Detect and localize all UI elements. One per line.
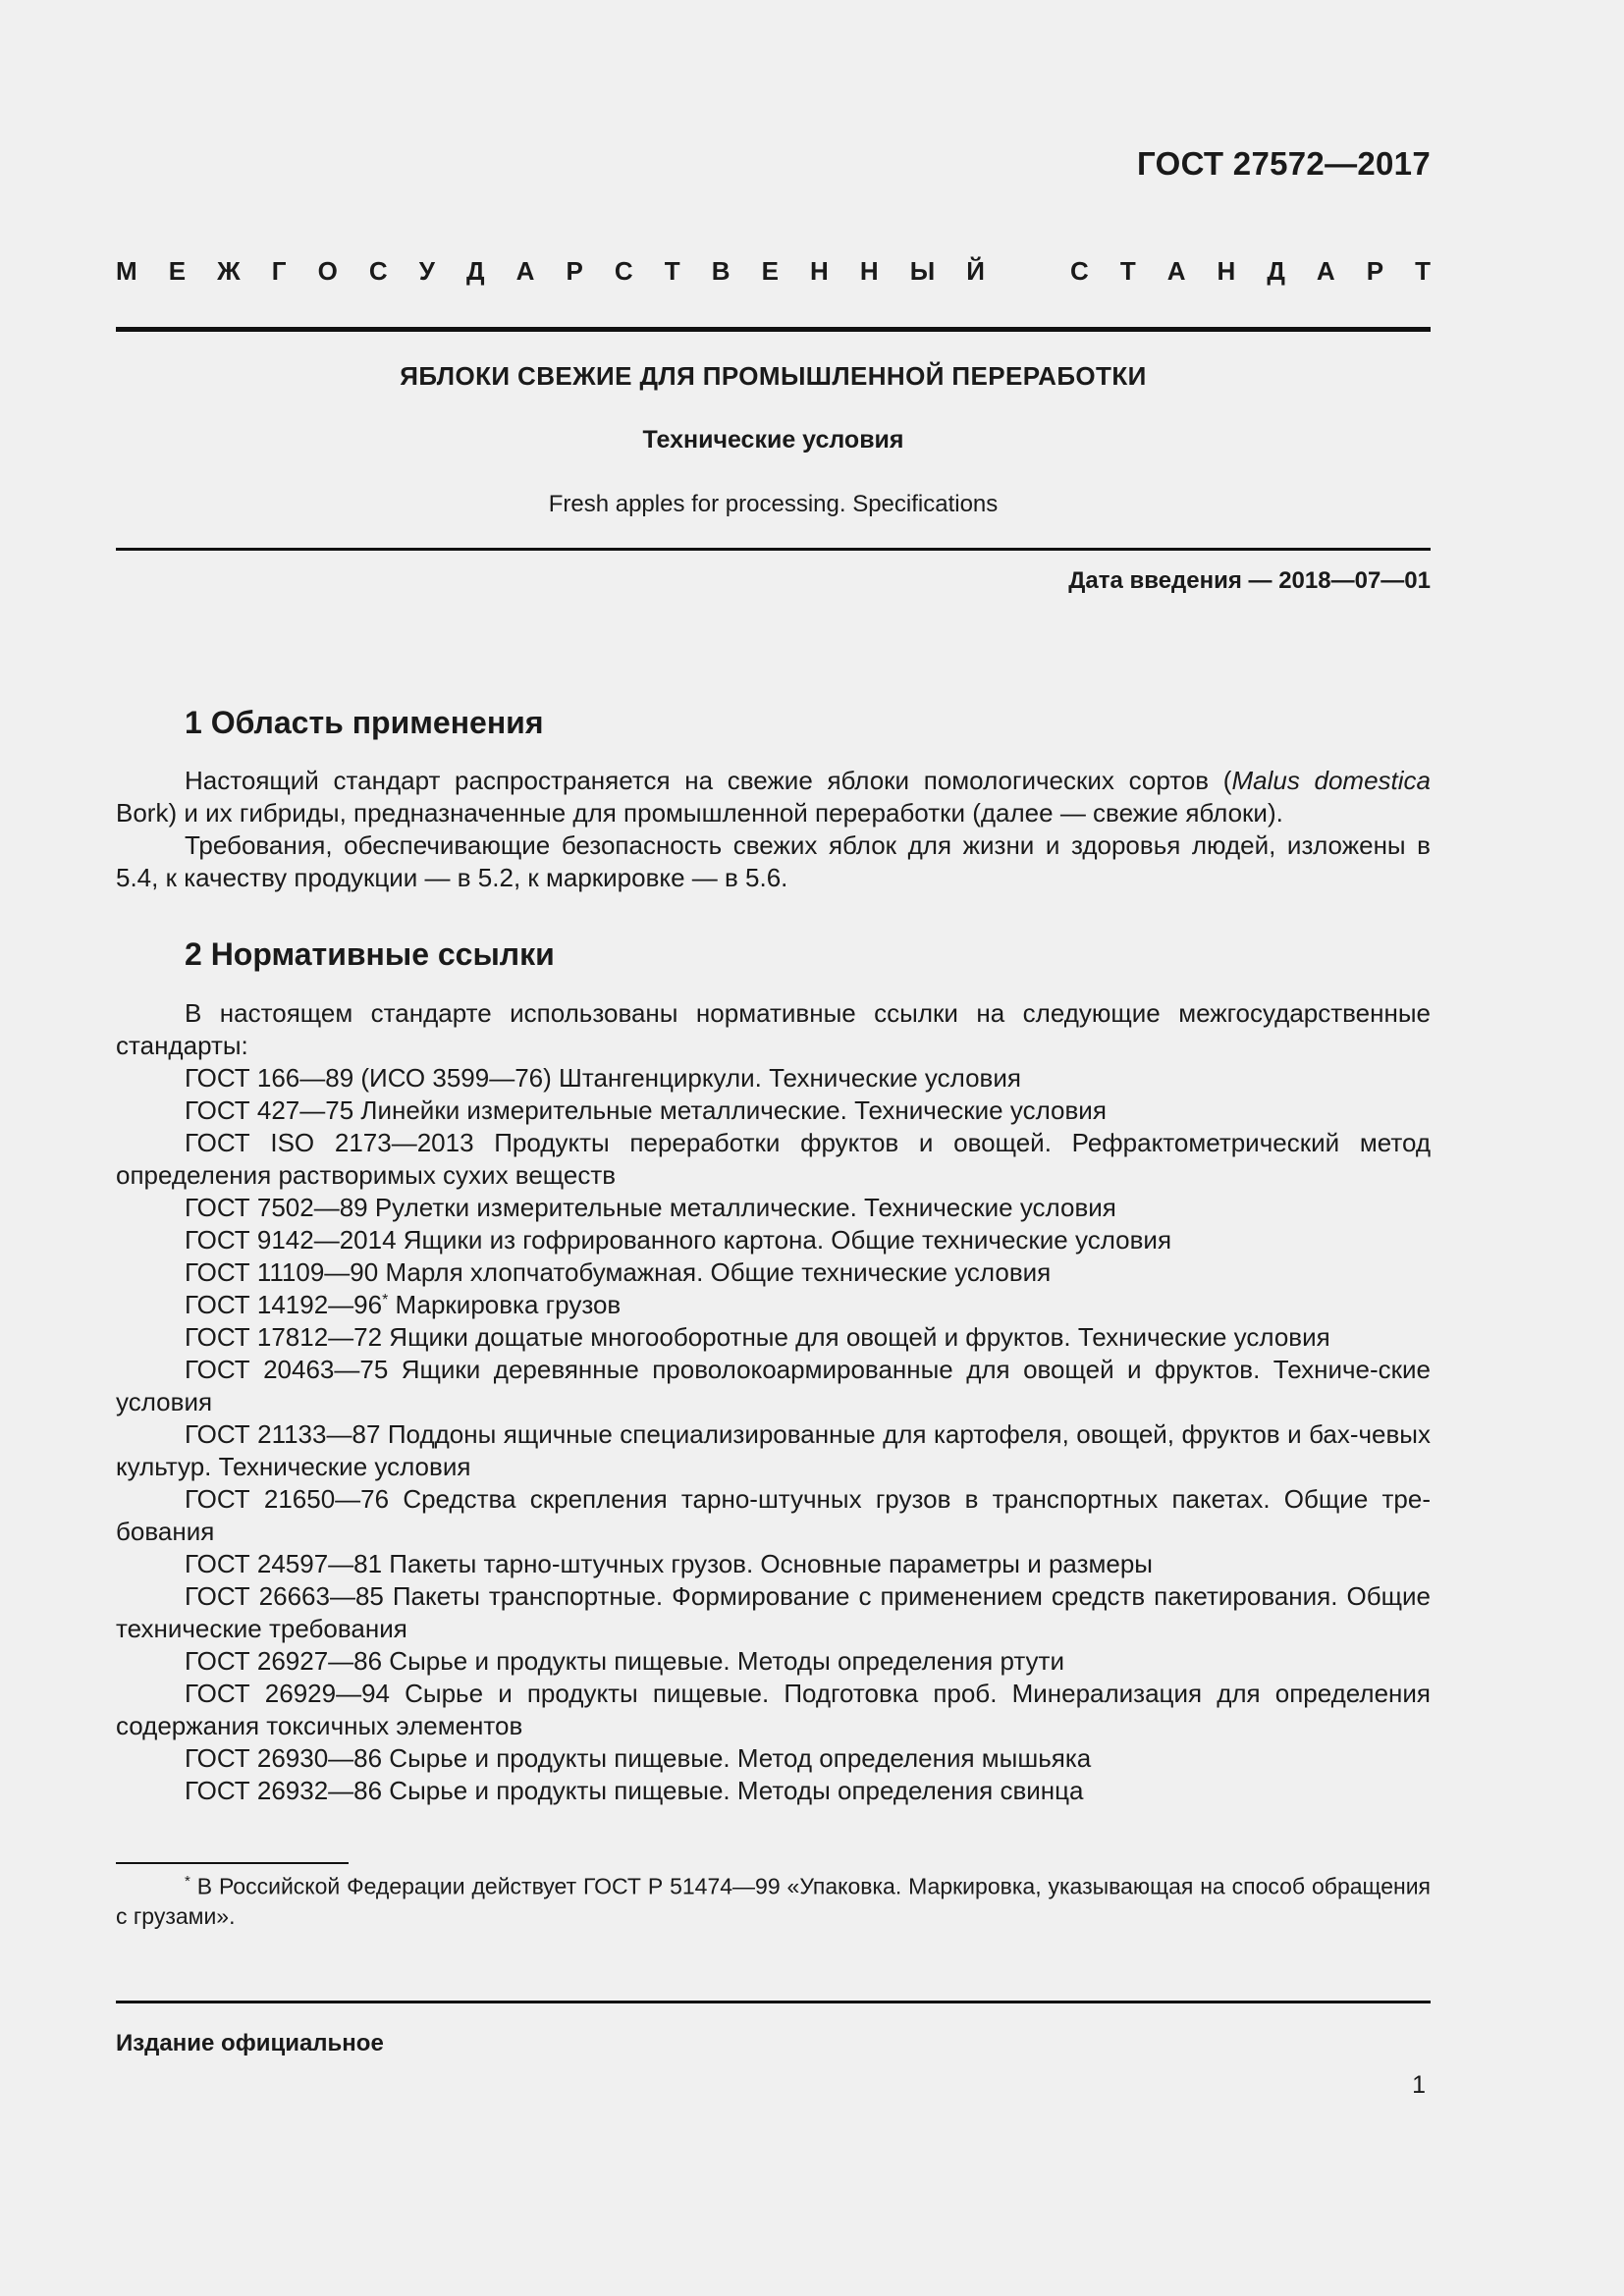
reference-item: ГОСТ 24597—81 Пакеты тарно-штучных грузов. Основные параметры и размеры — [185, 1549, 1153, 1578]
banner-letter: А — [515, 256, 535, 286]
banner-letter: Е — [168, 256, 187, 286]
section-1-body — [116, 765, 1431, 894]
introduction-date: Дата введения — 2018—07—01 — [1068, 567, 1431, 594]
banner-letter: С — [368, 256, 388, 286]
document-subtitle: Технические условия — [642, 426, 904, 454]
banner-letter: Н — [1217, 256, 1236, 286]
banner-letter: Е — [761, 256, 779, 286]
reference-item: ГОСТ 21650—76 Средства скрепления тарно-штучных грузов в транспортных пакетах. Общие тре-бования — [116, 1484, 1431, 1546]
header-rule — [116, 327, 1431, 332]
interstate-standard-banner — [116, 256, 1431, 287]
banner-letter: О — [317, 256, 338, 286]
reference-item: ГОСТ 26929—94 Сырье и продукты пищевые. Подготовка проб. Минерализация для определения содержания токсичных элементов — [116, 1679, 1431, 1740]
english-title: Fresh apples for processing. Specifications — [548, 491, 999, 517]
gost-code: ГОСТ 27572—2017 — [1137, 145, 1431, 182]
reference-item: ГОСТ 7502—89 Рулетки измерительные металлические. Технические условия — [185, 1193, 1116, 1222]
footnote-marker: * — [185, 1873, 190, 1890]
reference-item: ГОСТ 26932—86 Сырье и продукты пищевые. Методы определения свинца — [185, 1776, 1084, 1805]
reference-item — [116, 1289, 1431, 1321]
document-title: ЯБЛОКИ СВЕЖИЕ ДЛЯ ПРОМЫШЛЕННОЙ ПЕРЕРАБОТКИ — [400, 361, 1147, 391]
reference-item: ГОСТ 17812—72 Ящики дощатые многооборотные для овощей и фруктов. Технические условия — [185, 1322, 1330, 1352]
banner-letter: Р — [1366, 256, 1384, 286]
reference-item: ГОСТ 427—75 Линейки измерительные металлические. Технические условия — [185, 1095, 1107, 1125]
footnote-marker: * — [382, 1292, 389, 1308]
banner-letter: Ж — [217, 256, 241, 286]
footer-rule — [116, 2001, 1431, 2003]
section-2-heading: 2 Нормативные ссылки — [185, 936, 555, 972]
reference-item: ГОСТ ISO 2173—2013 Продукты переработки фруктов и овощей. Рефрактометрический метод определения растворимых сухих веществ — [116, 1128, 1431, 1190]
banner-letter: Г — [271, 256, 287, 286]
banner-letter: Д — [1267, 256, 1285, 286]
edition-label: Издание официальное — [116, 2030, 384, 2056]
paragraph: В настоящем стандарте использованы нормативные ссылки на следующие межгосударственные стандарты: — [116, 998, 1431, 1060]
reference-item: ГОСТ 21133—87 Поддоны ящичные специализированные для картофеля, овощей, фруктов и бах-чевых культур. Технические условия — [116, 1419, 1431, 1481]
page-number: 1 — [1412, 2071, 1426, 2099]
banner-letter: У — [418, 256, 435, 286]
title-rule — [116, 548, 1431, 551]
banner-letter: Т — [664, 256, 680, 286]
banner-letter: Ы — [909, 256, 936, 286]
text-run: ГОСТ 14192—96 — [185, 1290, 383, 1319]
footnote-separator — [116, 1862, 349, 1864]
banner-letter: С — [614, 256, 633, 286]
reference-item: ГОСТ 11109—90 Марля хлопчатобумажная. Общие технические условия — [185, 1257, 1052, 1287]
text-run: Маркировка грузов — [388, 1290, 622, 1319]
reference-item: ГОСТ 26930—86 Сырье и продукты пищевые. Метод определения мышьяка — [185, 1743, 1092, 1773]
banner-letter: С — [1070, 256, 1089, 286]
reference-item: ГОСТ 9142—2014 Ящики из гофрированного картона. Общие технические условия — [185, 1225, 1172, 1255]
banner-letter: А — [1316, 256, 1335, 286]
banner-letter: Й — [966, 256, 985, 286]
text-run: Bork) и их гибриды, предназначенные для промышленной переработки (далее — свежие яблоки). — [116, 798, 1283, 828]
banner-letter: А — [1166, 256, 1186, 286]
section-1-heading: 1 Область применения — [185, 705, 544, 740]
banner-letter: В — [711, 256, 731, 286]
banner-letter: Т — [1119, 256, 1136, 286]
paragraph: Требования, обеспечивающие безопасность свежих яблок для жизни и здоровья людей, изложены в 5.4, к качеству продукции — в 5.2, к маркировке — в 5.6. — [116, 830, 1431, 892]
reference-item: ГОСТ 26663—85 Пакеты транспортные. Формирование с применением средств пакетирования. Общие технические требования — [116, 1581, 1431, 1643]
banner-letter: М — [116, 256, 137, 286]
interstate-word-2 — [1070, 256, 1431, 287]
banner-letter: Т — [1415, 256, 1431, 286]
reference-item: ГОСТ 20463—75 Ящики деревянные проволокоармированные для овощей и фруктов. Техниче-ские условия — [116, 1355, 1431, 1416]
reference-item: ГОСТ 166—89 (ИСО 3599—76) Штангенциркули. Технические условия — [185, 1063, 1021, 1093]
banner-letter: Р — [566, 256, 583, 286]
paragraph — [116, 765, 1431, 829]
footnote — [116, 1867, 1431, 1931]
banner-letter: Д — [466, 256, 485, 286]
section-2-body — [116, 997, 1431, 1807]
banner-letter: Н — [859, 256, 879, 286]
banner-letter: Н — [810, 256, 829, 286]
footnote-text: В Российской Федерации действует ГОСТ Р 51474—99 «Упаковка. Маркировка, указывающая на способ обращения с грузами». — [116, 1873, 1431, 1929]
interstate-word-1 — [116, 256, 985, 287]
reference-item: ГОСТ 26927—86 Сырье и продукты пищевые. Методы определения ртути — [185, 1646, 1064, 1676]
text-run: Настоящий стандарт распространяется на свежие яблоки помологических сортов ( — [185, 766, 1232, 795]
latin-name: Malus domestica — [1231, 766, 1432, 795]
